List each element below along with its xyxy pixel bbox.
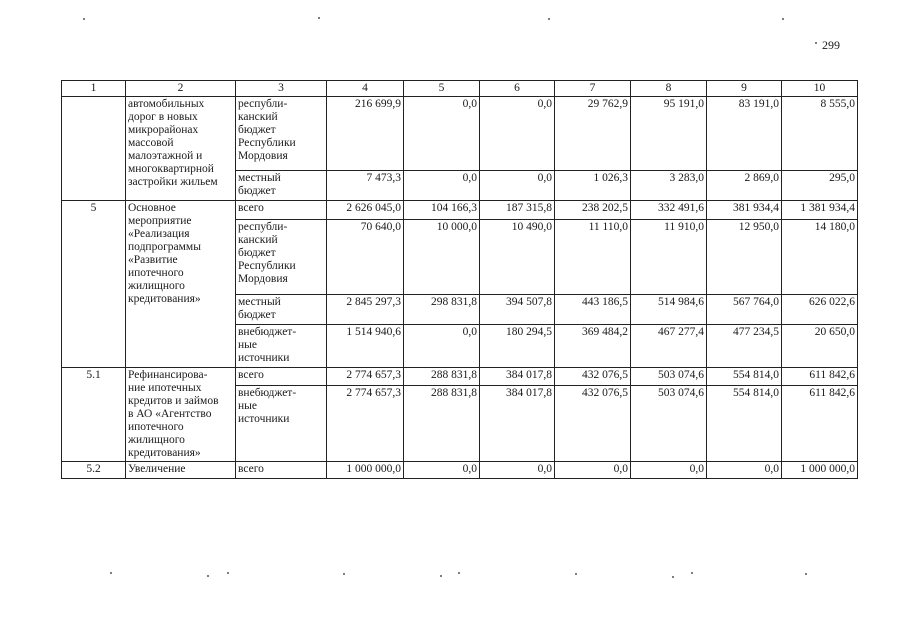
amount-cell: 1 381 934,4 <box>782 201 858 220</box>
amount-cell: 477 234,5 <box>707 325 782 368</box>
amount-cell: 2 845 297,3 <box>327 295 404 325</box>
amount-cell: 611 842,6 <box>782 368 858 386</box>
amount-cell: 238 202,5 <box>555 201 631 220</box>
amount-cell: 554 814,0 <box>707 368 782 386</box>
header-cell: 2 <box>126 81 236 97</box>
funding-source-cell: республи- канский бюджет Республики Мордовия <box>236 97 327 171</box>
budget-table <box>61 80 858 479</box>
amount-cell: 11 110,0 <box>555 220 631 295</box>
table-row <box>62 462 858 479</box>
funding-source-cell: внебюджет- ные источники <box>236 325 327 368</box>
activity-name-cell: Рефинансирова- ние ипотечных кредитов и займов в АО «Агентство ипотечного жилищного кредитования» <box>126 368 236 462</box>
amount-cell: 104 166,3 <box>404 201 480 220</box>
amount-cell: 567 764,0 <box>707 295 782 325</box>
amount-cell: 443 186,5 <box>555 295 631 325</box>
amount-cell: 20 650,0 <box>782 325 858 368</box>
amount-cell: 8 555,0 <box>782 97 858 171</box>
amount-cell: 11 910,0 <box>631 220 707 295</box>
funding-source-cell: всего <box>236 462 327 479</box>
amount-cell: 288 831,8 <box>404 368 480 386</box>
amount-cell: 1 000 000,0 <box>782 462 858 479</box>
header-cell: 10 <box>782 81 858 97</box>
header-cell: 9 <box>707 81 782 97</box>
amount-cell: 1 514 940,6 <box>327 325 404 368</box>
amount-cell: 7 473,3 <box>327 171 404 201</box>
amount-cell: 180 294,5 <box>480 325 555 368</box>
amount-cell: 394 507,8 <box>480 295 555 325</box>
amount-cell: 2 869,0 <box>707 171 782 201</box>
header-cell: 4 <box>327 81 404 97</box>
funding-source-cell: всего <box>236 368 327 386</box>
amount-cell: 187 315,8 <box>480 201 555 220</box>
amount-cell: 1 026,3 <box>555 171 631 201</box>
amount-cell: 295,0 <box>782 171 858 201</box>
header-cell: 5 <box>404 81 480 97</box>
amount-cell: 288 831,8 <box>404 386 480 462</box>
amount-cell: 514 984,6 <box>631 295 707 325</box>
amount-cell: 332 491,6 <box>631 201 707 220</box>
amount-cell: 432 076,5 <box>555 368 631 386</box>
amount-cell: 0,0 <box>480 171 555 201</box>
header-cell: 8 <box>631 81 707 97</box>
amount-cell: 14 180,0 <box>782 220 858 295</box>
page-number: 299 <box>822 38 840 52</box>
amount-cell: 3 283,0 <box>631 171 707 201</box>
amount-cell: 503 074,6 <box>631 386 707 462</box>
amount-cell: 70 640,0 <box>327 220 404 295</box>
amount-cell: 2 774 657,3 <box>327 368 404 386</box>
amount-cell: 0,0 <box>404 325 480 368</box>
amount-cell: 503 074,6 <box>631 368 707 386</box>
funding-source-cell: местный бюджет <box>236 295 327 325</box>
amount-cell: 95 191,0 <box>631 97 707 171</box>
amount-cell: 2 774 657,3 <box>327 386 404 462</box>
amount-cell: 369 484,2 <box>555 325 631 368</box>
funding-source-cell: республи- канский бюджет Республики Мордовия <box>236 220 327 295</box>
amount-cell: 216 699,9 <box>327 97 404 171</box>
amount-cell: 0,0 <box>404 171 480 201</box>
amount-cell: 384 017,8 <box>480 368 555 386</box>
item-number-cell: 5.2 <box>62 462 126 479</box>
amount-cell: 0,0 <box>404 97 480 171</box>
amount-cell: 626 022,6 <box>782 295 858 325</box>
amount-cell: 384 017,8 <box>480 386 555 462</box>
amount-cell: 611 842,6 <box>782 386 858 462</box>
amount-cell: 1 000 000,0 <box>327 462 404 479</box>
activity-name-cell: Увеличение <box>126 462 236 479</box>
activity-name-cell: Основное мероприятие «Реализация подпрограммы «Развитие ипотечного жилищного кредитования» <box>126 201 236 368</box>
table-row <box>62 201 858 220</box>
amount-cell: 2 626 045,0 <box>327 201 404 220</box>
table-row <box>62 97 858 171</box>
amount-cell: 0,0 <box>631 462 707 479</box>
amount-cell: 0,0 <box>480 462 555 479</box>
header-cell: 7 <box>555 81 631 97</box>
header-row <box>62 81 858 97</box>
amount-cell: 29 762,9 <box>555 97 631 171</box>
amount-cell: 12 950,0 <box>707 220 782 295</box>
amount-cell: 10 490,0 <box>480 220 555 295</box>
amount-cell: 0,0 <box>404 462 480 479</box>
amount-cell: 467 277,4 <box>631 325 707 368</box>
amount-cell: 432 076,5 <box>555 386 631 462</box>
header-cell: 1 <box>62 81 126 97</box>
activity-name-cell: автомобильных дорог в новых микрорайонах массовой малоэтажной и многоквартирной застройки жильем <box>126 97 236 201</box>
item-number-cell: 5 <box>62 201 126 368</box>
header-cell: 3 <box>236 81 327 97</box>
funding-source-cell: всего <box>236 201 327 220</box>
amount-cell: 554 814,0 <box>707 386 782 462</box>
amount-cell: 0,0 <box>555 462 631 479</box>
amount-cell: 0,0 <box>707 462 782 479</box>
item-number-cell: 5.1 <box>62 368 126 462</box>
amount-cell: 83 191,0 <box>707 97 782 171</box>
funding-source-cell: внебюджет- ные источники <box>236 386 327 462</box>
header-cell: 6 <box>480 81 555 97</box>
amount-cell: 0,0 <box>480 97 555 171</box>
item-number-cell <box>62 97 126 201</box>
amount-cell: 381 934,4 <box>707 201 782 220</box>
table-row <box>62 368 858 386</box>
amount-cell: 10 000,0 <box>404 220 480 295</box>
funding-source-cell: местный бюджет <box>236 171 327 201</box>
amount-cell: 298 831,8 <box>404 295 480 325</box>
